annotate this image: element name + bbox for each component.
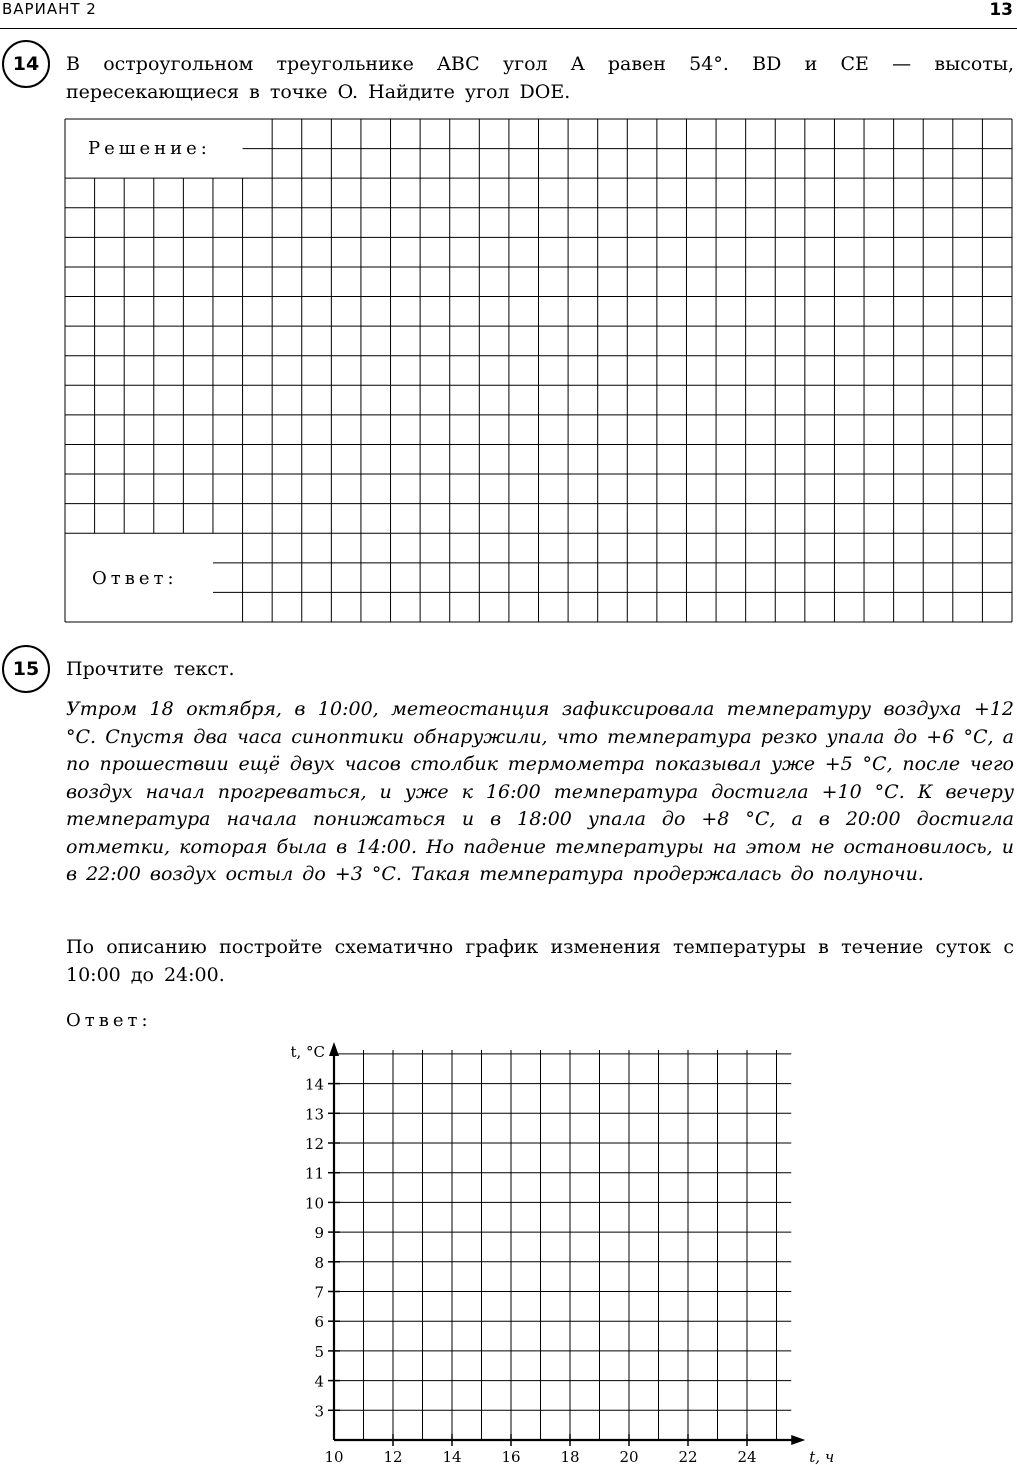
y-tick-label: 8 bbox=[314, 1253, 324, 1272]
task-14-number: 14 bbox=[2, 40, 50, 88]
x-tick-label: 22 bbox=[678, 1448, 698, 1465]
chart-labels bbox=[290, 1043, 834, 1465]
y-tick-label: 7 bbox=[314, 1283, 324, 1302]
y-tick-label: 3 bbox=[314, 1402, 324, 1421]
answer-label-15: Ответ: bbox=[66, 1010, 152, 1031]
x-tick-label: 20 bbox=[619, 1448, 639, 1465]
header-divider bbox=[0, 28, 1017, 29]
y-tick-label: 13 bbox=[304, 1105, 324, 1124]
x-tick-label: 24 bbox=[737, 1448, 757, 1465]
solution-answer-grid[interactable] bbox=[64, 118, 1014, 624]
x-tick-label: 12 bbox=[383, 1448, 403, 1465]
variant-label: ВАРИАНТ 2 bbox=[2, 0, 97, 18]
y-tick-label: 9 bbox=[314, 1224, 324, 1243]
x-tick-label: 14 bbox=[442, 1448, 462, 1465]
y-tick-label: 11 bbox=[304, 1164, 324, 1183]
task-15-intro: Прочтите текст. bbox=[66, 658, 235, 680]
y-tick-label: 14 bbox=[304, 1075, 324, 1094]
y-axis-label: t, °C bbox=[290, 1043, 325, 1061]
x-tick-label: 16 bbox=[501, 1448, 521, 1465]
x-axis-arrow bbox=[791, 1435, 805, 1445]
solution-label: Решение: bbox=[88, 138, 211, 159]
page-number: 13 bbox=[989, 0, 1013, 20]
task-15-instruction: По описанию постройте схематично график изменения температуры в течение суток с 10:00 до 24:00. bbox=[66, 936, 1014, 986]
y-tick-label: 12 bbox=[304, 1135, 324, 1153]
y-tick-label: 6 bbox=[314, 1313, 324, 1332]
x-tick-label: 18 bbox=[560, 1448, 580, 1465]
chart-ticks bbox=[328, 1084, 747, 1446]
task-15-story: Утром 18 октября, в 10:00, метеостанция зафиксировала температуру воздуха +12 °С. Спустя два часа синоптики обнаружили, что температура резко упала до +6 °С, а по прошествии ещё двух часов столбик термометра показывал уже +5 °С, после чего воздух начал прогреваться, и уже к 16:00 температура достигла +10 °С. К вечеру температура начала понижаться и в 18:00 упала до +8 °С, а в 20:00 достигла отметки, которая была в 14:00. Но падение температуры на этом не остановилось, и в 22:00 воздух остыл до +3 °С. Такая температура продержалась до полуночи. bbox=[66, 698, 1014, 885]
x-axis-label: t, ч bbox=[809, 1448, 835, 1465]
y-tick-label: 10 bbox=[304, 1194, 324, 1213]
x-tick-label: 10 bbox=[324, 1448, 344, 1465]
task-15-number: 15 bbox=[2, 645, 50, 693]
y-tick-label: 4 bbox=[314, 1372, 324, 1391]
task-14-text: В остроугольном треугольнике ABC угол A равен 54°. BD и CE — высоты, пересекающиеся в точке O. Найдите угол DOE. bbox=[66, 53, 1014, 103]
y-tick-label: 5 bbox=[314, 1342, 324, 1361]
answer-label-14: Ответ: bbox=[92, 568, 178, 589]
temperature-chart[interactable] bbox=[250, 1030, 835, 1465]
y-axis-arrow bbox=[329, 1042, 339, 1056]
chart-grid bbox=[334, 1050, 791, 1440]
chart-axes bbox=[329, 1042, 805, 1445]
